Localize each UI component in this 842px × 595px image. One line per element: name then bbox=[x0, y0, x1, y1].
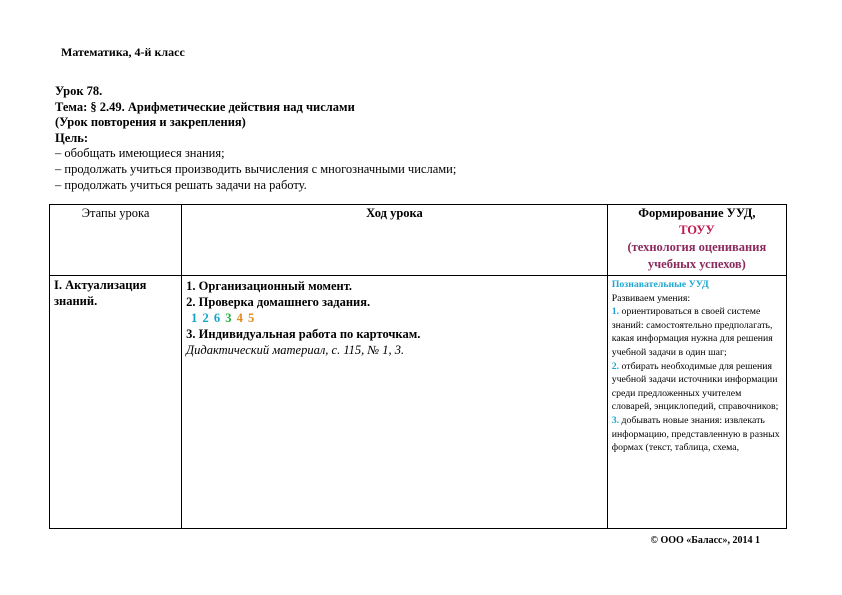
didactic-material: Дидактический материал, с. 115, № 1, 3. bbox=[186, 343, 405, 357]
header-uud-line: Формирование УУД, bbox=[638, 206, 756, 220]
uud-intro: Развиваем умения: bbox=[611, 292, 691, 304]
table-row bbox=[50, 276, 787, 529]
stage-label: I. Актуализация знаний. bbox=[54, 278, 147, 308]
uud-point: 2. отбирать необходимые для решения учебной задачи источники информации среди предложенных учителем словарей, энциклопедий, справочников; bbox=[611, 360, 779, 413]
page-footer: © ООО «Баласс», 2014 1 bbox=[650, 535, 760, 546]
header-touu: ТОУУ bbox=[679, 223, 715, 237]
header-touu-desc: (технология оценивания bbox=[627, 240, 767, 254]
goal-item: – продолжать учиться производить вычисления с многозначными числами; bbox=[55, 161, 457, 176]
tou-digit: 3 bbox=[225, 311, 233, 325]
course-item: 1. Организационный момент. bbox=[186, 279, 353, 293]
tou-digit: 4 bbox=[236, 311, 244, 325]
header-touu-desc: учебных успехов) bbox=[647, 257, 746, 271]
document-subject: Математика, 4-й класс bbox=[61, 45, 185, 59]
goal-item: – продолжать учиться решать задачи на работу. bbox=[55, 177, 307, 192]
lesson-number: Урок 78. bbox=[55, 84, 103, 98]
lesson-type: (Урок повторения и закрепления) bbox=[55, 115, 246, 130]
header-uud bbox=[607, 205, 786, 276]
header-course: Ход урока bbox=[182, 205, 608, 276]
lesson-table bbox=[49, 204, 787, 529]
stage-cell bbox=[50, 276, 182, 529]
tou-digit-row bbox=[186, 310, 603, 326]
tou-digit: 1 bbox=[191, 311, 199, 325]
table-header-row bbox=[50, 205, 787, 276]
uud-point: 3. добывать новые знания: извлекать информацию, представленную в разных формах (текст, таблица, схема, bbox=[611, 414, 780, 454]
tou-digit: 2 bbox=[202, 311, 210, 325]
course-item: 2. Проверка домашнего задания. bbox=[186, 295, 371, 309]
tou-digit: 6 bbox=[213, 311, 222, 325]
header-stages: Этапы урока bbox=[50, 205, 182, 276]
uud-title: Познавательные УУД bbox=[611, 279, 709, 290]
uud-point: 1. ориентироваться в своей системе знаний: самостоятельно предполагать, какая информация нужна для решения учебной задачи в один шаг; bbox=[611, 306, 773, 358]
tou-digit: 5 bbox=[248, 311, 256, 325]
uud-cell bbox=[607, 276, 786, 529]
course-item: 3. Индивидуальная работа по карточкам. bbox=[186, 327, 421, 341]
lesson-topic: Тема: § 2.49. Арифметические действия над числами bbox=[55, 99, 355, 114]
goal-label: Цель: bbox=[55, 130, 89, 145]
goal-item: – обобщать имеющиеся знания; bbox=[55, 146, 225, 161]
lesson-header bbox=[55, 84, 456, 193]
course-cell bbox=[182, 276, 608, 529]
